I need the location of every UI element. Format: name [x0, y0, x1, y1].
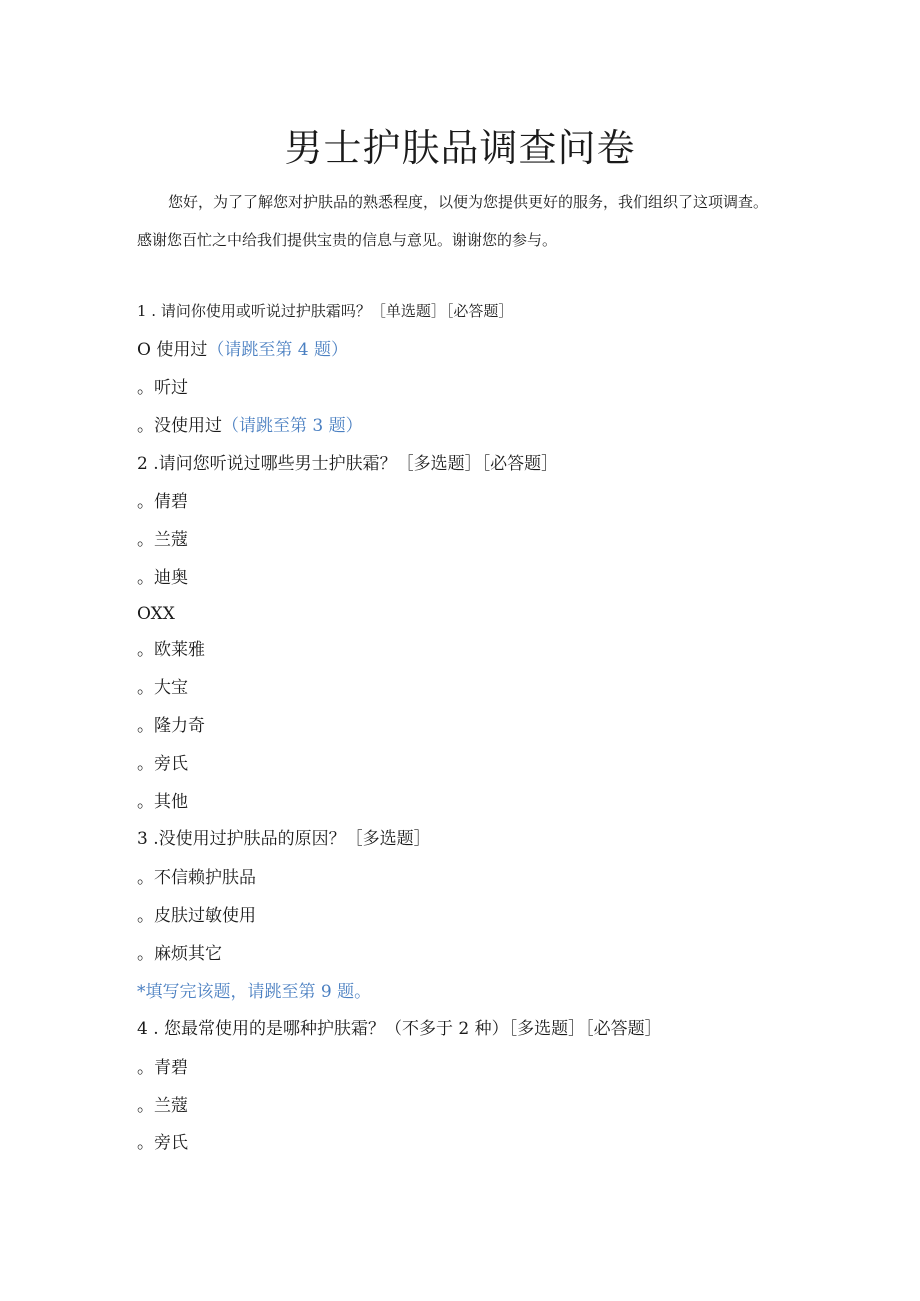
page-title: 男士护肤品调查问卷: [284, 126, 636, 170]
q2-option[interactable]: 。旁氏: [137, 754, 188, 774]
q3-jump-note: *填写完该题，请跳至第 9 题。: [137, 982, 372, 1002]
q2-option[interactable]: 。倩碧: [137, 492, 188, 512]
q3-option[interactable]: 。皮肤过敏使用: [137, 906, 256, 926]
q3-option[interactable]: 。不信赖护肤品: [137, 868, 256, 888]
q1-option-used[interactable]: [137, 338, 348, 362]
intro-line-1: 您好，为了了解您对护肤品的熟悉程度，以便为您提供更好的服务，我们组织了这项调查。: [168, 193, 769, 211]
question-1-prompt: 1 . 请问你使用或听说过护肤霜吗？［单选题］［必答题］: [137, 302, 514, 320]
q2-option[interactable]: 。兰蔻: [137, 530, 188, 550]
q2-option[interactable]: OXX: [137, 604, 175, 624]
q1-option-never-used-label: 。没使用过: [137, 416, 222, 436]
q4-option[interactable]: 。旁氏: [137, 1133, 188, 1153]
q2-option[interactable]: 。迪奥: [137, 568, 188, 588]
q4-option[interactable]: 。兰蔻: [137, 1096, 188, 1116]
q1-option-never-used-jump-note: （请跳至第 3 题）: [222, 416, 363, 436]
q2-option[interactable]: 。其他: [137, 792, 188, 812]
q2-option[interactable]: 。欧莱雅: [137, 640, 205, 660]
q1-option-heard[interactable]: 。听过: [137, 378, 188, 398]
q1-option-never-used[interactable]: [137, 414, 363, 438]
q2-option[interactable]: 。大宝: [137, 678, 188, 698]
q3-option[interactable]: 。麻烦其它: [137, 944, 222, 964]
question-3-prompt: 3 .没使用过护肤品的原因？［多选题］: [137, 829, 431, 849]
q2-option[interactable]: 。隆力奇: [137, 716, 205, 736]
q4-option[interactable]: 。青碧: [137, 1058, 188, 1078]
question-2-prompt: 2 .请问您听说过哪些男士护肤霜？［多选题］［必答题］: [137, 454, 559, 474]
question-4-prompt: 4 . 您最常使用的是哪种护肤霜？（不多于 2 种）［多选题］［必答题］: [137, 1019, 662, 1039]
q1-option-used-jump-note: （请跳至第 4 题）: [207, 340, 348, 360]
q1-option-used-label: O 使用过: [137, 340, 208, 360]
intro-line-2: 感谢您百忙之中给我们提供宝贵的信息与意见。谢谢您的参与。: [137, 231, 558, 249]
